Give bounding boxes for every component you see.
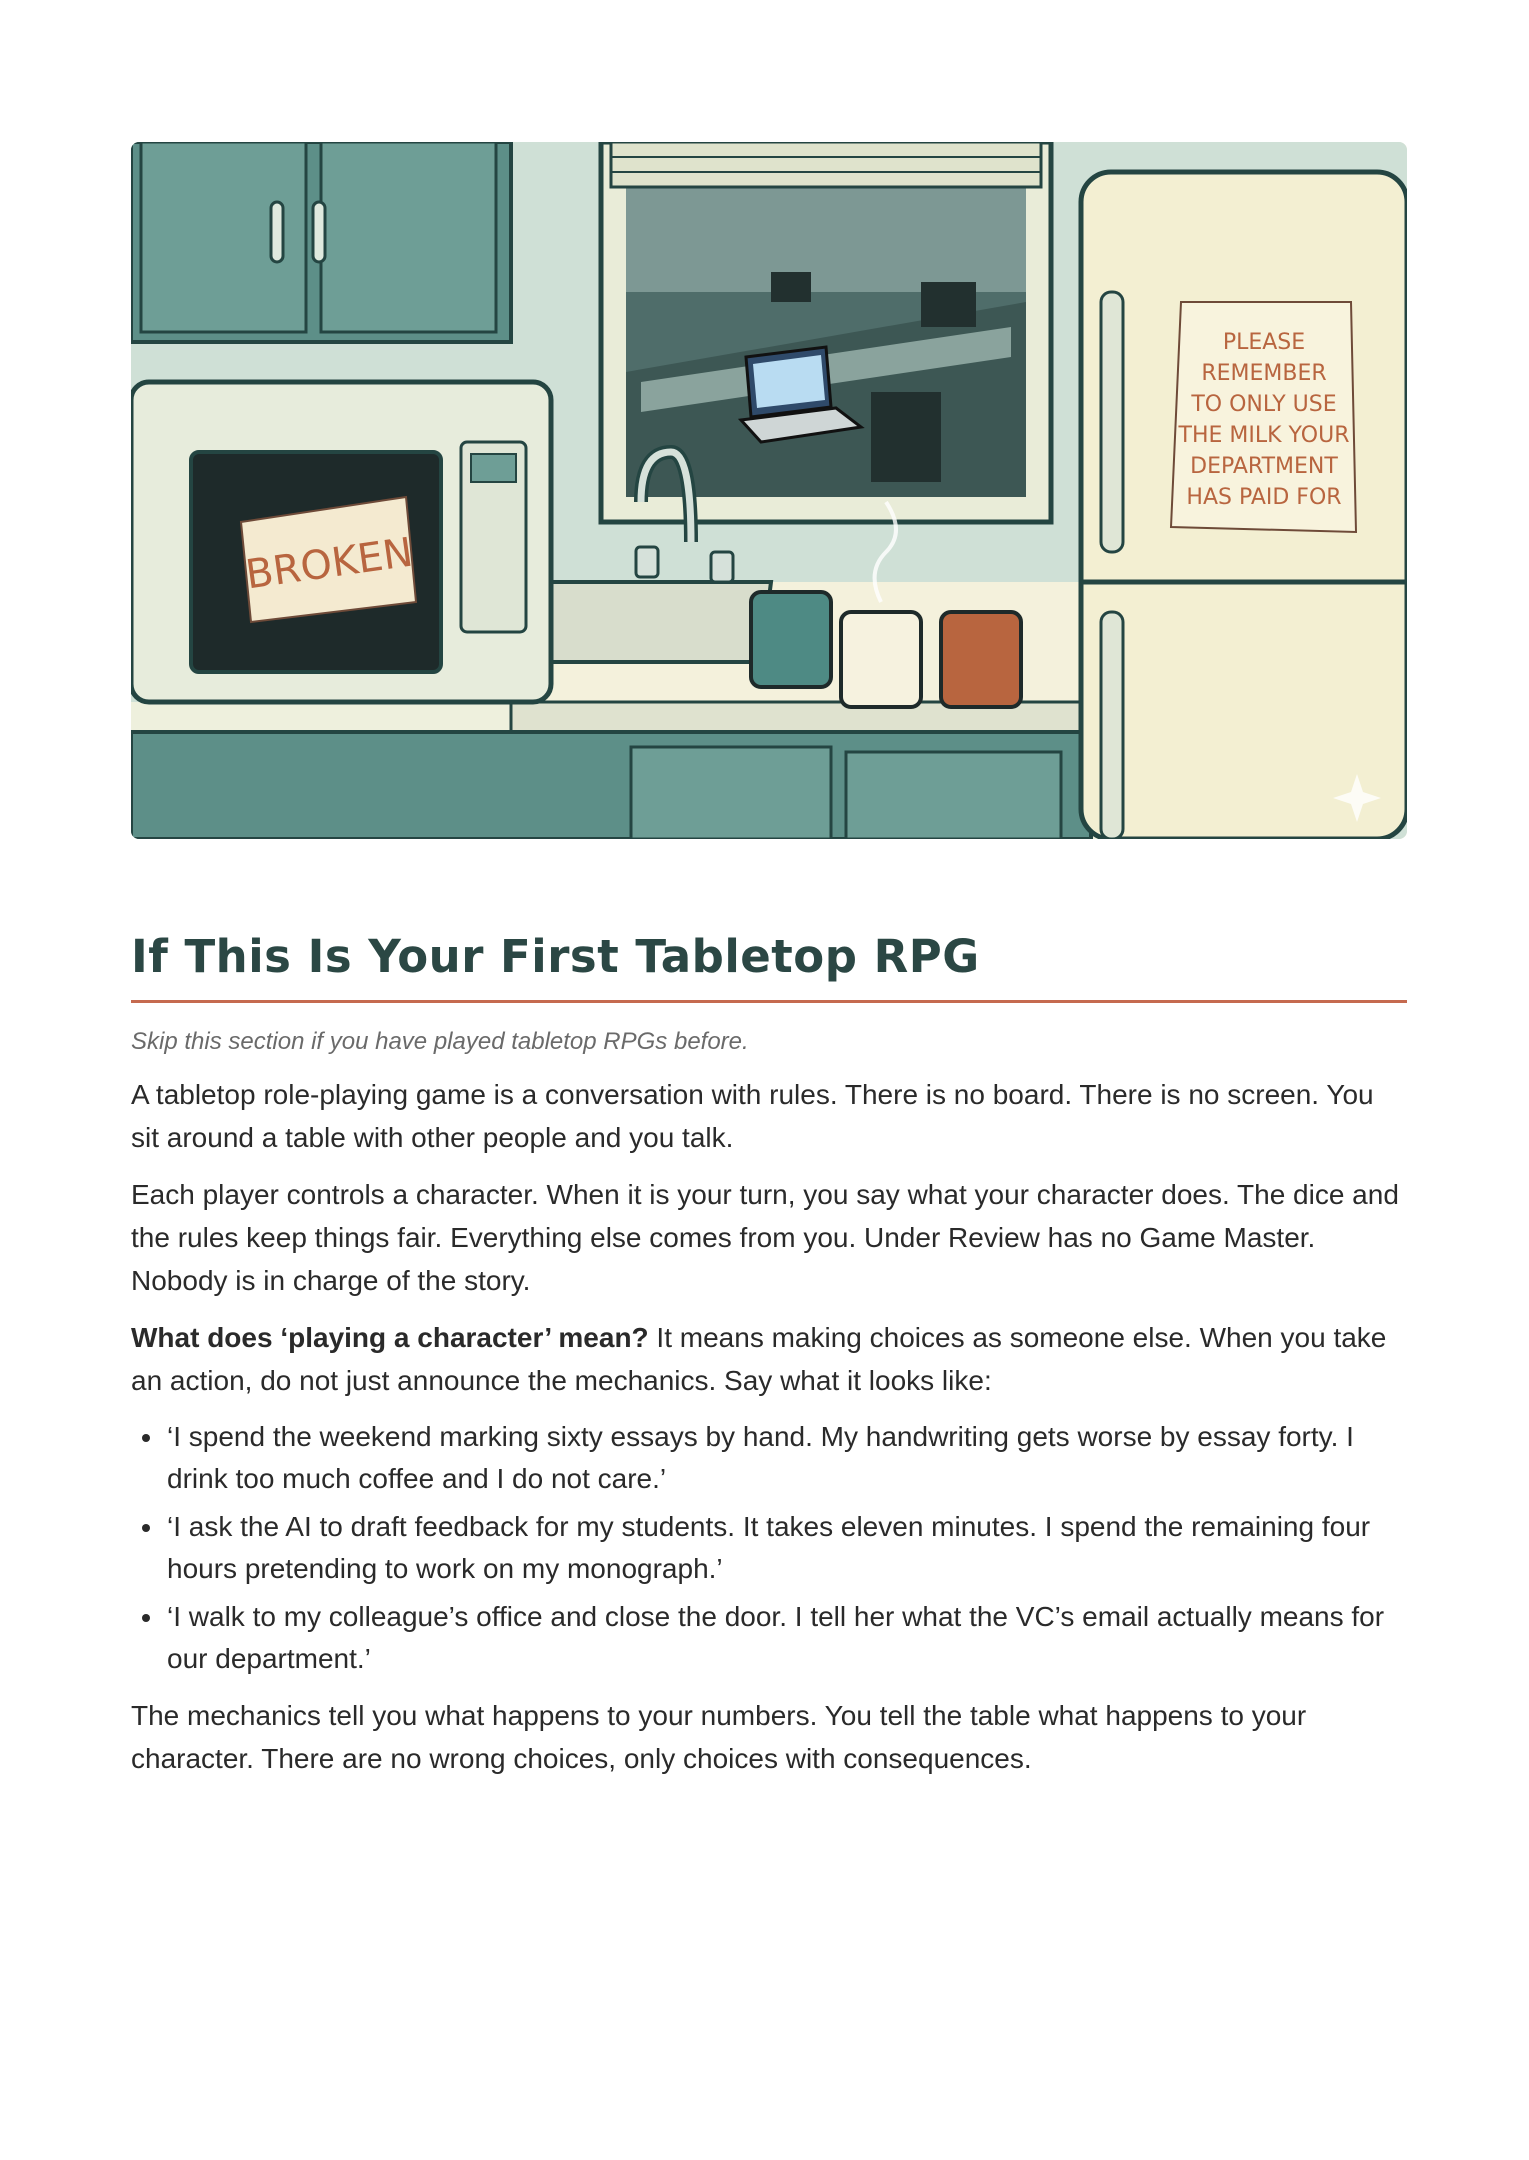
example-list: [131, 1416, 1407, 1680]
note-line-5: DEPARTMENT: [1190, 454, 1338, 479]
note-line-1: PLEASE: [1222, 330, 1306, 355]
paragraph-intro: A tabletop role-playing game is a conversation with rules. There is no board. There is no screen. You sit around a table with other people and you talk.: [131, 1078, 1374, 1153]
office-window: [601, 142, 1051, 522]
section-title: If This Is Your First Tabletop RPG: [131, 930, 980, 983]
kitchen-illustration: [131, 142, 1407, 839]
note-line-3: TO ONLY USE: [1191, 392, 1337, 417]
title-divider: [131, 1000, 1407, 1003]
paragraph-players: Each player controls a character. When it is your turn, you say what your character does. The dice and the rules keep things fair. Everything else comes from you. Under Review has no Game Master. Nobody is in charge of the story.: [131, 1178, 1399, 1296]
paragraph-playing-character: [131, 1316, 1407, 1402]
note-line-2: REMEMBER: [1201, 361, 1327, 386]
broken-sign: BROKEN: [242, 529, 416, 599]
skip-note: Skip this section if you have played tabletop RPGs before.: [131, 1028, 749, 1055]
question-answer: It means making choices as someone else. When you take an action, do not just announce the mechanics. Say what it looks like:: [131, 1321, 1387, 1396]
section-content: [131, 930, 1407, 1780]
paragraph-mechanics: The mechanics tell you what happens to your numbers. You tell the table what happens to your character. There are no wrong choices, only choices with consequences.: [131, 1699, 1307, 1774]
list-item: • ‘I ask the AI to draft feedback for my students. It takes eleven minutes. I spend the remaining four hours pretending to work on my monograph.’: [165, 1506, 1407, 1590]
question-lead: What does ‘playing a character’ mean?: [131, 1321, 649, 1353]
list-item: • ‘I walk to my colleague’s office and close the door. I tell her what the VC’s email actually means for our department.’: [165, 1596, 1407, 1680]
fridge: [1081, 172, 1407, 839]
upper-cabinets: [131, 142, 511, 342]
kitchen-scene: [131, 142, 1407, 839]
note-line-6: HAS PAID FOR: [1186, 485, 1342, 510]
note-line-4: THE MILK YOUR: [1178, 423, 1350, 448]
list-item: • ‘I spend the weekend marking sixty essays by hand. My handwriting gets worse by essay forty. I drink too much coffee and I do not care.’: [165, 1416, 1407, 1500]
microwave: [131, 382, 551, 702]
